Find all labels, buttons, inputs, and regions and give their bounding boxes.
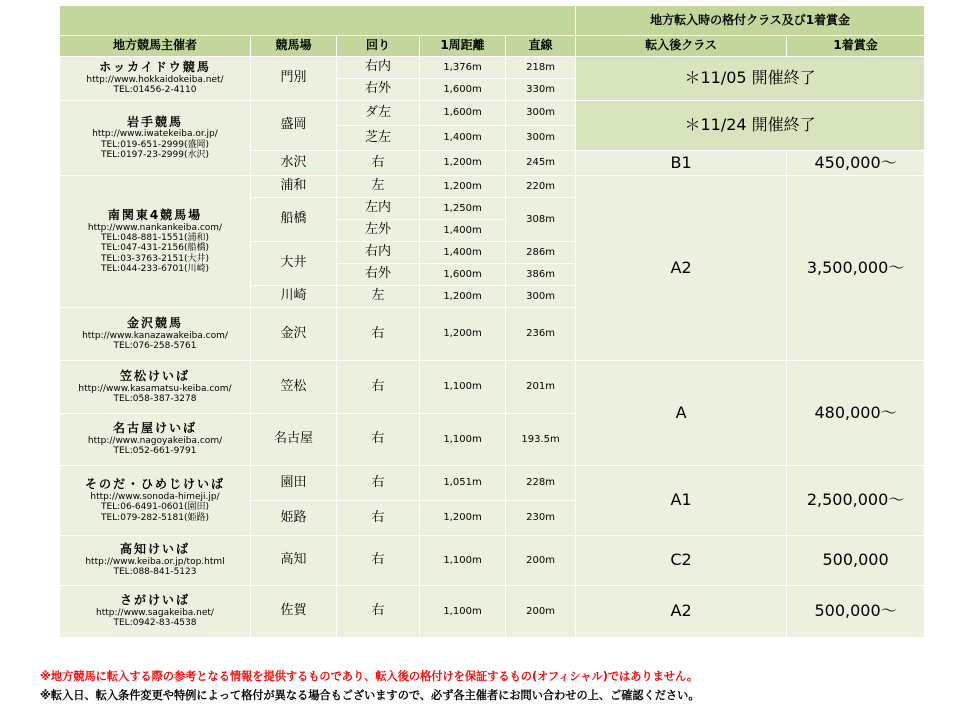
footnotes — [40, 667, 940, 705]
direction-cell: 左 — [337, 286, 420, 308]
grade-class: A2 — [576, 586, 787, 638]
grade-class: B1 — [576, 151, 787, 176]
organizer-saga — [60, 586, 251, 638]
straight-cell: 300m — [506, 286, 576, 308]
straight-cell: 236m — [506, 308, 576, 361]
organizer-hokkaido — [60, 57, 251, 101]
distance-cell: 1,200m — [420, 286, 506, 308]
straight-cell: 386m — [506, 264, 576, 286]
organizer-name: 名古屋けいば — [112, 421, 197, 436]
organizer-tel: TEL:06-6491-0601(園田) — [100, 502, 209, 513]
track-name: 園田 — [251, 466, 337, 501]
organizer-tel: TEL:01456-2-4110 — [113, 85, 197, 96]
grade-class: C2 — [576, 536, 787, 586]
distance-cell: 1,200m — [420, 176, 506, 198]
header-track: 競馬場 — [251, 36, 337, 57]
header-distance: 1周距離 — [420, 36, 506, 57]
grade-class: A — [576, 361, 787, 466]
organizer-name: 笠松けいば — [119, 368, 190, 383]
straight-cell: 220m — [506, 176, 576, 198]
organizer-name: さがけいば — [119, 593, 190, 608]
contact-note: ※転入日、転入条件変更や特例によって格付が異なる場合もございますので、必ず各主催者にお問い合わせの上、ご確認ください。 — [40, 689, 700, 702]
straight-cell: 201m — [506, 361, 576, 414]
grade-prize: 500,000 — [787, 536, 925, 586]
grade-prize: 450,000〜 — [787, 151, 925, 176]
organizer-minamikanto — [60, 176, 251, 308]
closed-notice-hokkaido: ＊11/05 開催終了 — [576, 57, 925, 101]
organizer-tel: TEL:088-841-5123 — [113, 567, 197, 578]
organizer-url: http://www.nankankeiba.com/ — [87, 222, 223, 233]
distance-cell: 1,100m — [420, 361, 506, 414]
organizer-tel: TEL:048-881-1551(浦和) — [100, 232, 209, 243]
organizer-kasamatsu — [60, 361, 251, 414]
organizer-kochi — [60, 536, 251, 586]
direction-cell: 右外 — [337, 79, 420, 101]
direction-cell: 右 — [337, 414, 420, 466]
track-name: 大井 — [251, 242, 337, 286]
organizer-tel: TEL:03-3763-2151(大井) — [100, 253, 209, 264]
header-class: 転入後クラス — [576, 36, 787, 57]
straight-cell: 200m — [506, 536, 576, 586]
straight-cell: 308m — [506, 198, 576, 242]
organizer-url: http://www.iwatekeiba.or.jp/ — [92, 129, 218, 140]
header-spacer — [60, 6, 576, 36]
organizer-url: http://www.sagakeiba.net/ — [96, 608, 214, 619]
track-name: 浦和 — [251, 176, 337, 198]
direction-cell: 右内 — [337, 57, 420, 79]
organizer-tel: TEL:019-651-2999(盛岡) — [100, 139, 209, 150]
straight-cell: 200m — [506, 586, 576, 638]
transfer-grade-table — [59, 5, 925, 638]
organizer-url: http://www.kanazawakeiba.com/ — [82, 330, 228, 341]
straight-cell: 245m — [506, 151, 576, 176]
distance-cell: 1,600m — [420, 264, 506, 286]
distance-cell: 1,051m — [420, 466, 506, 501]
grade-class: A1 — [576, 466, 787, 536]
organizer-tel: TEL:0942-83-4538 — [113, 618, 197, 629]
header-direction: 回り — [337, 36, 420, 57]
distance-cell: 1,200m — [420, 151, 506, 176]
grade-prize: 500,000〜 — [787, 586, 925, 638]
header-straight: 直線 — [506, 36, 576, 57]
direction-cell: 芝左 — [337, 126, 420, 151]
grade-class: A2 — [576, 176, 787, 361]
straight-cell: 330m — [506, 79, 576, 101]
distance-cell: 1,400m — [420, 220, 506, 242]
organizer-sonoda-himeji — [60, 466, 251, 536]
track-name: 川崎 — [251, 286, 337, 308]
direction-cell: 右 — [337, 536, 420, 586]
distance-cell: 1,376m — [420, 57, 506, 79]
straight-cell: 300m — [506, 101, 576, 126]
direction-cell: 左内 — [337, 198, 420, 220]
track-name: 船橋 — [251, 198, 337, 242]
direction-cell: 右 — [337, 501, 420, 536]
organizer-name: 金沢競馬 — [126, 315, 183, 330]
organizer-name: ホッカイドウ競馬 — [99, 60, 211, 75]
organizer-name: 南関東4競馬場 — [107, 207, 203, 222]
distance-cell: 1,100m — [420, 414, 506, 466]
header-group-title: 地方転入時の格付クラス及び1着賞金 — [576, 6, 925, 36]
direction-cell: 右 — [337, 586, 420, 638]
straight-cell: 193.5m — [506, 414, 576, 466]
distance-cell: 1,100m — [420, 536, 506, 586]
direction-cell: 右 — [337, 308, 420, 361]
track-name: 門別 — [251, 57, 337, 101]
organizer-tel: TEL:044-233-6701(川崎) — [100, 263, 209, 274]
straight-cell: 230m — [506, 501, 576, 536]
organizer-url: http://www.sonoda-himeji.jp/ — [90, 491, 220, 502]
direction-cell: 右外 — [337, 264, 420, 286]
track-name: 盛岡 — [251, 101, 337, 151]
organizer-tel: TEL:052-661-9791 — [113, 446, 197, 457]
organizer-tel: TEL:076-258-5761 — [113, 340, 197, 351]
closed-notice-iwate: ＊11/24 開催終了 — [576, 101, 925, 151]
organizer-tel: TEL:0197-23-2999(水沢) — [100, 150, 209, 161]
organizer-url: http://www.nagoyakeiba.com/ — [87, 436, 223, 447]
organizer-tel: TEL:058-387-3278 — [113, 393, 197, 404]
direction-cell: 右内 — [337, 242, 420, 264]
track-name: 高知 — [251, 536, 337, 586]
direction-cell: 左 — [337, 176, 420, 198]
straight-cell: 300m — [506, 126, 576, 151]
straight-cell: 218m — [506, 57, 576, 79]
grade-prize: 480,000〜 — [787, 361, 925, 466]
distance-cell: 1,400m — [420, 126, 506, 151]
organizer-tel: TEL:047-431-2156(船橋) — [100, 243, 209, 254]
organizer-name: 岩手競馬 — [126, 114, 183, 129]
track-name: 金沢 — [251, 308, 337, 361]
straight-cell: 228m — [506, 466, 576, 501]
straight-cell: 286m — [506, 242, 576, 264]
distance-cell: 1,200m — [420, 308, 506, 361]
distance-cell: 1,100m — [420, 586, 506, 638]
distance-cell: 1,400m — [420, 242, 506, 264]
direction-cell: ダ左 — [337, 101, 420, 126]
direction-cell: 右 — [337, 151, 420, 176]
grade-prize: 3,500,000〜 — [787, 176, 925, 361]
organizer-name: そのだ・ひめじけいば — [84, 477, 225, 492]
organizer-url: http://www.kasamatsu-keiba.com/ — [78, 383, 232, 394]
header-prize: 1着賞金 — [787, 36, 925, 57]
direction-cell: 右 — [337, 361, 420, 414]
organizer-kanazawa — [60, 308, 251, 361]
direction-cell: 左外 — [337, 220, 420, 242]
track-name: 姫路 — [251, 501, 337, 536]
organizer-name: 高知けいば — [119, 542, 190, 557]
track-name: 笠松 — [251, 361, 337, 414]
grade-prize: 2,500,000〜 — [787, 466, 925, 536]
distance-cell: 1,200m — [420, 501, 506, 536]
distance-cell: 1,600m — [420, 79, 506, 101]
organizer-nagoya — [60, 414, 251, 466]
organizer-url: http://www.keiba.or.jp/top.html — [85, 557, 225, 568]
organizer-iwate — [60, 101, 251, 176]
track-name: 佐賀 — [251, 586, 337, 638]
organizer-url: http://www.hokkaidokeiba.net/ — [86, 75, 224, 86]
direction-cell: 右 — [337, 466, 420, 501]
organizer-tel: TEL:079-282-5181(姫路) — [100, 512, 209, 523]
track-name: 水沢 — [251, 151, 337, 176]
disclaimer-note: ※地方競馬に転入する際の参考となる情報を提供するものであり、転入後の格付けを保証するもの(オフィシャル)ではありません。 — [40, 670, 699, 683]
header-organizer: 地方競馬主催者 — [60, 36, 251, 57]
track-name: 名古屋 — [251, 414, 337, 466]
distance-cell: 1,250m — [420, 198, 506, 220]
distance-cell: 1,600m — [420, 101, 506, 126]
